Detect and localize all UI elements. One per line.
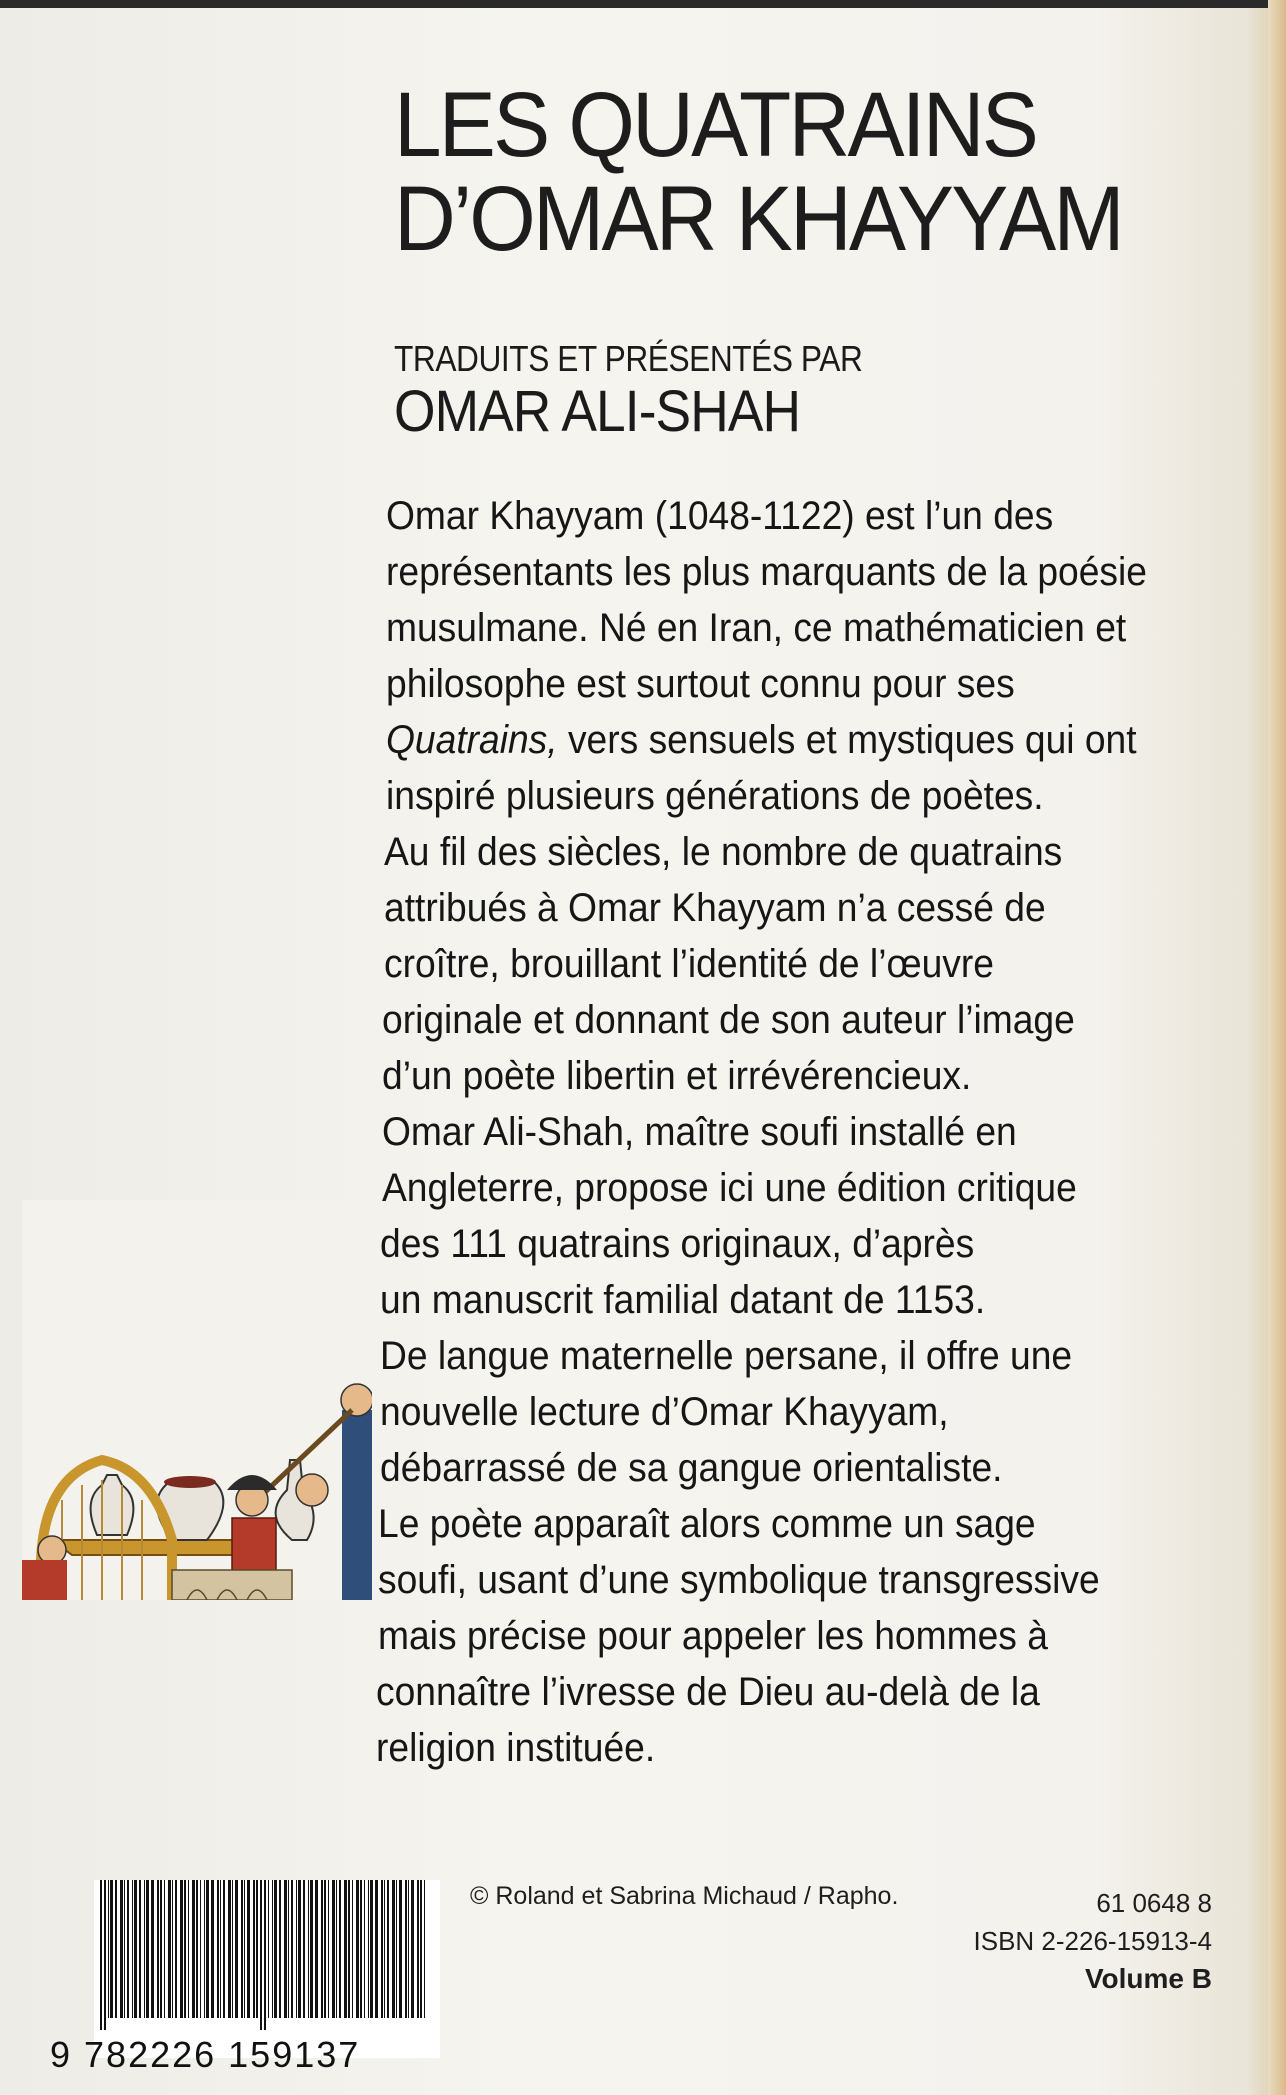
barcode-bar [124, 1880, 125, 2018]
barcode-bar [291, 1880, 293, 2018]
barcode-bar [332, 1880, 335, 2018]
barcode-bar [151, 1880, 154, 2018]
cover-top-edge [0, 0, 1286, 8]
barcode-bar [204, 1880, 205, 2018]
barcode-bar [188, 1880, 189, 2018]
barcode-bar [132, 1880, 133, 2018]
barcode-guard-bar [104, 1880, 106, 2030]
barcode-bar [405, 1880, 407, 2018]
barcode-bar [288, 1880, 289, 2018]
barcode-bar [356, 1880, 359, 2018]
barcode-guard-bar [100, 1880, 102, 2030]
barcode-bar [308, 1880, 309, 2018]
barcode-bar [324, 1880, 326, 2018]
barcode-bar [232, 1880, 233, 2018]
barcode-bar [375, 1880, 378, 2018]
catalog-codes [974, 1884, 1212, 1998]
barcode-bar [200, 1880, 201, 2018]
barcode-bar [164, 1880, 165, 2018]
description-line: originale et donnant de son auteur l’image [382, 998, 1075, 1042]
book-description [374, 488, 1254, 1776]
barcode-bar [244, 1880, 245, 2018]
barcode-bar [180, 1880, 183, 2018]
barcode-bar [310, 1880, 313, 2018]
barcode-bar [424, 1880, 425, 2018]
barcode-bar [175, 1880, 177, 2018]
barcode-bar [127, 1880, 129, 2018]
title-line-2: D’OMAR KHAYYAM [394, 168, 1122, 270]
barcode-bar [139, 1880, 141, 2018]
description-line: un manuscrit familial datant de 1153. [380, 1278, 986, 1322]
barcode-bar [321, 1880, 323, 2018]
description-line: d’un poète libertin et irrévérencieux. [382, 1054, 972, 1098]
volume-label: Volume B [1084, 1963, 1212, 1994]
description-line: mais précise pour appeler les hommes à [378, 1614, 1048, 1658]
title-line-1: LES QUATRAINS [394, 74, 1037, 176]
barcode-bar [296, 1880, 297, 2018]
barcode-bar [223, 1880, 225, 2018]
description-line: croître, brouillant l’identité de l’œuvre [384, 942, 994, 986]
barcode-bar [298, 1880, 301, 2018]
barcode-bar [370, 1880, 373, 2018]
barcode-bar [192, 1880, 195, 2018]
description-line-italic [386, 712, 1193, 768]
barcode-digits: 9 782226 159137 [50, 2034, 361, 2075]
barcode-bar [274, 1880, 277, 2018]
barcode-bar [144, 1880, 145, 2018]
barcode-bar [411, 1880, 414, 2018]
description-line: attribués à Omar Khayyam n’a cessé de [384, 886, 1046, 930]
barcode-bar [235, 1880, 238, 2018]
italic-title-word: Quatrains, [386, 718, 558, 762]
photo-credit: © Roland et Sabrina Michaud / Rapho. [470, 1882, 899, 1910]
barcode-bar [146, 1880, 149, 2018]
barcode-bar [364, 1880, 365, 2018]
barcode-bar [279, 1880, 281, 2018]
barcode-bar [336, 1880, 337, 2018]
description-line: philosophe est surtout connu pour ses [386, 662, 1015, 706]
description-line: musulmane. Né en Iran, ce mathématicien et [386, 606, 1127, 650]
barcode-bar [220, 1880, 221, 2018]
description-line: Angleterre, propose ici une édition critique [382, 1166, 1077, 1210]
barcode-bar [315, 1880, 318, 2018]
barcode-bars [94, 1880, 440, 2030]
description-line: des 111 quatrains originaux, d’après [380, 1222, 975, 1266]
barcode-bar [396, 1880, 397, 2018]
barcode-bar [253, 1880, 255, 2018]
barcode-bar [284, 1880, 287, 2018]
barcode-bar [241, 1880, 243, 2018]
description-line: Omar Khayyam (1048-1122) est l’un des [386, 494, 1054, 538]
description-line: nouvelle lecture d’Omar Khayyam, [380, 1390, 949, 1434]
barcode-bar [360, 1880, 362, 2018]
catalog-number: 61 0648 8 [1096, 1888, 1212, 1918]
miniature-illustration [22, 1200, 372, 1600]
barcode-bar [348, 1880, 350, 2018]
barcode-bar [256, 1880, 258, 2018]
isbn: ISBN 2-226-15913-4 [973, 1926, 1212, 1956]
description-line: représentants les plus marquants de la poésie [386, 550, 1147, 594]
description-line: soufi, usant d’une symbolique transgressive [378, 1558, 1100, 1602]
barcode-bar [420, 1880, 422, 2018]
barcode-bar [399, 1880, 402, 2018]
barcode-bar [408, 1880, 409, 2018]
description-line: inspiré plusieurs générations de poètes. [386, 774, 1044, 818]
barcode-bar [368, 1880, 369, 2018]
barcode-bar [206, 1880, 209, 2018]
description-line-rest: vers sensuels et mystiques qui ont [567, 718, 1137, 762]
barcode-bar [160, 1880, 162, 2018]
barcode-bar [272, 1880, 273, 2018]
barcode-bar [217, 1880, 219, 2018]
barcode-bar [115, 1880, 117, 2018]
barcode-bar [328, 1880, 329, 2018]
barcode-bar [211, 1880, 214, 2018]
barcode-bar [120, 1880, 123, 2018]
description-line: Au fil des siècles, le nombre de quatrains [384, 830, 1063, 874]
barcode-guard-bar [264, 1880, 266, 2030]
barcode-bar [172, 1880, 173, 2018]
barcode-bar [268, 1880, 269, 2018]
barcode-bar [247, 1880, 250, 2018]
barcode-bar [384, 1880, 385, 2018]
barcode-bar [344, 1880, 347, 2018]
barcode-bar [417, 1880, 419, 2018]
barcode-bar [392, 1880, 395, 2018]
barcode-bar [134, 1880, 137, 2018]
description-line: religion instituée. [376, 1726, 656, 1770]
barcode-bar [303, 1880, 305, 2018]
book-title [394, 74, 1214, 270]
description-line: connaître l’ivresse de Dieu au-delà de la [376, 1670, 1040, 1714]
description-line: Le poète apparaît alors comme un sage [378, 1502, 1036, 1546]
barcode-bar [352, 1880, 353, 2018]
barcode-bar [110, 1880, 113, 2018]
barcode-guard-bar [260, 1880, 262, 2030]
barcode-bar [387, 1880, 389, 2018]
barcode-bar [157, 1880, 159, 2018]
table-arches [172, 1570, 292, 1600]
description-line: De langue maternelle persane, il offre une [380, 1334, 1073, 1378]
barcode [94, 1880, 440, 2058]
translator-label: TRADUITS ET PRÉSENTÉS PAR [394, 338, 863, 379]
translator-name: OMAR ALI-SHAH [394, 379, 801, 444]
cover-spine-edge [1268, 0, 1286, 2095]
barcode-bar [108, 1880, 109, 2018]
barcode-bar [196, 1880, 198, 2018]
barcode-bar [228, 1880, 231, 2018]
description-line: débarrassé de sa gangue orientaliste. [380, 1446, 1003, 1490]
barcode-bar [184, 1880, 186, 2018]
barcode-bar [168, 1880, 171, 2018]
barcode-bar [339, 1880, 341, 2018]
description-line: Omar Ali-Shah, maître soufi installé en [382, 1110, 1017, 1154]
barcode-bar [381, 1880, 383, 2018]
